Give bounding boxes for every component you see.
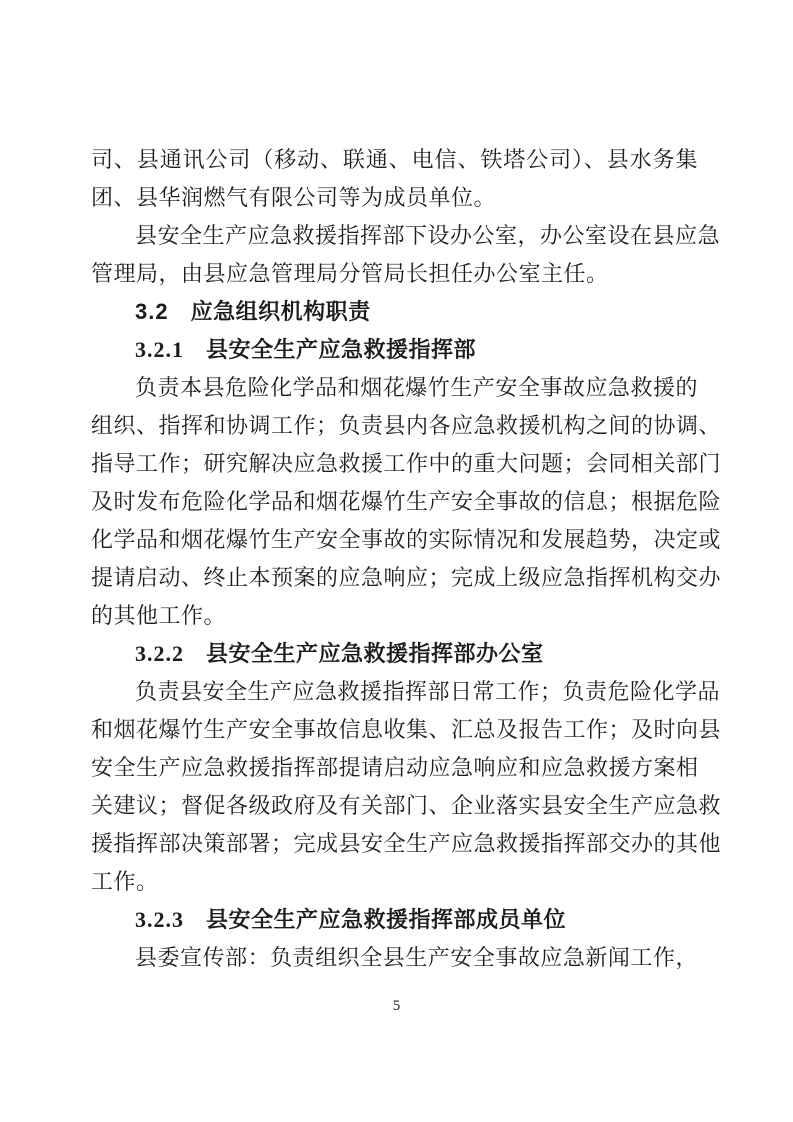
paragraph-line: 团、县华润燃气有限公司等为成员单位。 (91, 185, 497, 210)
page-number: 5 (392, 998, 401, 1014)
paragraph-line: 的其他工作。 (91, 603, 227, 628)
section-number: 3.2.3 (135, 907, 184, 932)
section-title: 县安全生产应急救援指挥部办公室 (206, 641, 544, 666)
paragraph-line: 工作。 (91, 869, 159, 894)
paragraph-line: 县安全生产应急救援指挥部下设办公室，办公室设在县应急 (135, 223, 721, 248)
paragraph-line: 管理局，由县应急管理局分管局长担任办公室主任。 (91, 261, 609, 286)
paragraph-line: 安全生产应急救援指挥部提请启动应急响应和应急救援方案相 (91, 755, 699, 780)
section-heading-3-2-2 (91, 635, 698, 673)
paragraph-line: 县委宣传部：负责组织全县生产安全事故应急新闻工作， (135, 945, 698, 970)
paragraph-line: 司、县通讯公司（移动、联通、电信、铁塔公司）、县水务集 (91, 147, 698, 172)
section-number: 3.2.1 (135, 337, 184, 362)
section-number: 3.2.2 (135, 641, 184, 666)
paragraph-line: 关建议；督促各级政府及有关部门、企业落实县安全生产应急救 (91, 793, 722, 818)
section-title: 县安全生产应急救援指挥部 (206, 337, 477, 362)
paragraph-line: 指导工作；研究解决应急救援工作中的重大问题；会同相关部门 (91, 451, 722, 476)
paragraph-line: 化学品和烟花爆竹生产安全事故的实际情况和发展趋势，决定或 (91, 527, 722, 552)
document-body (91, 141, 722, 977)
section-title: 应急组织机构职责 (190, 299, 371, 324)
section-heading-3-2-1 (91, 331, 698, 369)
section-number: 3.2 (135, 299, 169, 324)
paragraph-line: 援指挥部决策部署；完成县安全生产应急救援指挥部交办的其他 (91, 831, 722, 856)
paragraph-line: 负责县安全生产应急救援指挥部日常工作；负责危险化学品 (135, 679, 721, 704)
section-heading-3-2-3 (91, 901, 698, 939)
section-title: 县安全生产应急救援指挥部成员单位 (206, 907, 567, 932)
section-heading-3-2 (91, 293, 698, 331)
paragraph-line: 组织、指挥和协调工作；负责县内各应急救援机构之间的协调、 (91, 413, 722, 438)
paragraph-line: 负责本县危险化学品和烟花爆竹生产安全事故应急救援的 (135, 375, 698, 400)
paragraph-line: 提请启动、终止本预案的应急响应；完成上级应急指挥机构交办 (91, 565, 722, 590)
paragraph-line: 及时发布危险化学品和烟花爆竹生产安全事故的信息；根据危险 (91, 489, 722, 514)
paragraph-line: 和烟花爆竹生产安全事故信息收集、汇总及报告工作；及时向县 (91, 717, 722, 742)
